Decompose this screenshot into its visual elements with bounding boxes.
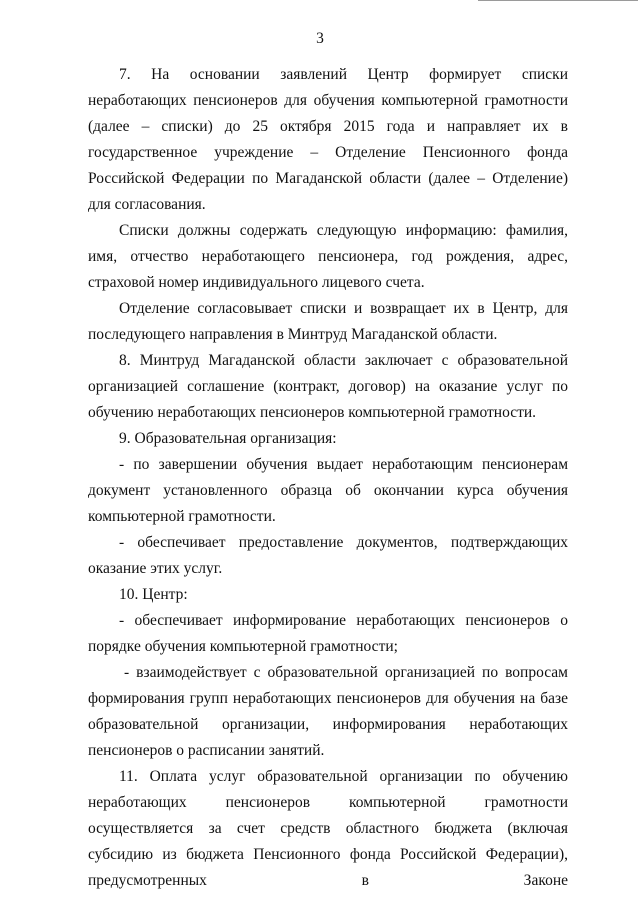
- document-body: [88, 62, 568, 894]
- paragraph-9: 9. Образовательная организация:: [119, 430, 337, 447]
- paragraph-lists-content: Списки должны содержать следующую информацию: фамилия, имя, отчество неработающего пенсионера, год рождения, адрес, страховой номер индивидуального лицевого счета.: [88, 222, 568, 291]
- page-number: 3: [316, 30, 324, 47]
- paragraph-department-approval: Отделение согласовывает списки и возвращает их в Центр, для последующего направления в Минтруд Магаданской области.: [88, 300, 568, 343]
- paragraph-10: 10. Центр:: [119, 586, 188, 603]
- paragraph-10-item-cooperation: - взаимодействует с образовательной организацией по вопросам формирования групп неработающих пенсионеров для обучения на базе образовательной организации, информирования неработающих пенсионеров о расписании занятий.: [88, 664, 568, 759]
- scan-edge-line: [478, 0, 638, 1]
- paragraph-10-item-informing: - обеспечивает информирование неработающих пенсионеров о порядке обучения компьютерной грамотности;: [88, 612, 568, 655]
- paragraph-8: 8. Минтруд Магаданской области заключает с образовательной организацией соглашение (контракт, договор) на оказание услуг по обучению неработающих пенсионеров компьютерной грамотности.: [88, 352, 568, 421]
- paragraph-7: 7. На основании заявлений Центр формирует списки неработающих пенсионеров для обучения компьютерной грамотности (далее – списки) до 25 октября 2015 года и направляет их в государственное учреждение – Отделение Пенсионного фонда Российской Федерации по Магаданской области (далее – Отделение) для согласования.: [88, 66, 568, 213]
- paragraph-9-item-documents: - обеспечивает предоставление документов, подтверждающих оказание этих услуг.: [88, 534, 568, 577]
- paragraph-11: 11. Оплата услуг образовательной организации по обучению неработающих пенсионеров компьютерной грамотности осуществляется за счет средств областного бюджета (включая субсидию из бюджета Пенсионного фонда Российской Федерации), предусмотренных в Законе: [88, 768, 568, 889]
- paragraph-9-item-certificate: - по завершении обучения выдает неработающим пенсионерам документ установленного образца об окончании курса обучения компьютерной грамотности.: [88, 456, 568, 525]
